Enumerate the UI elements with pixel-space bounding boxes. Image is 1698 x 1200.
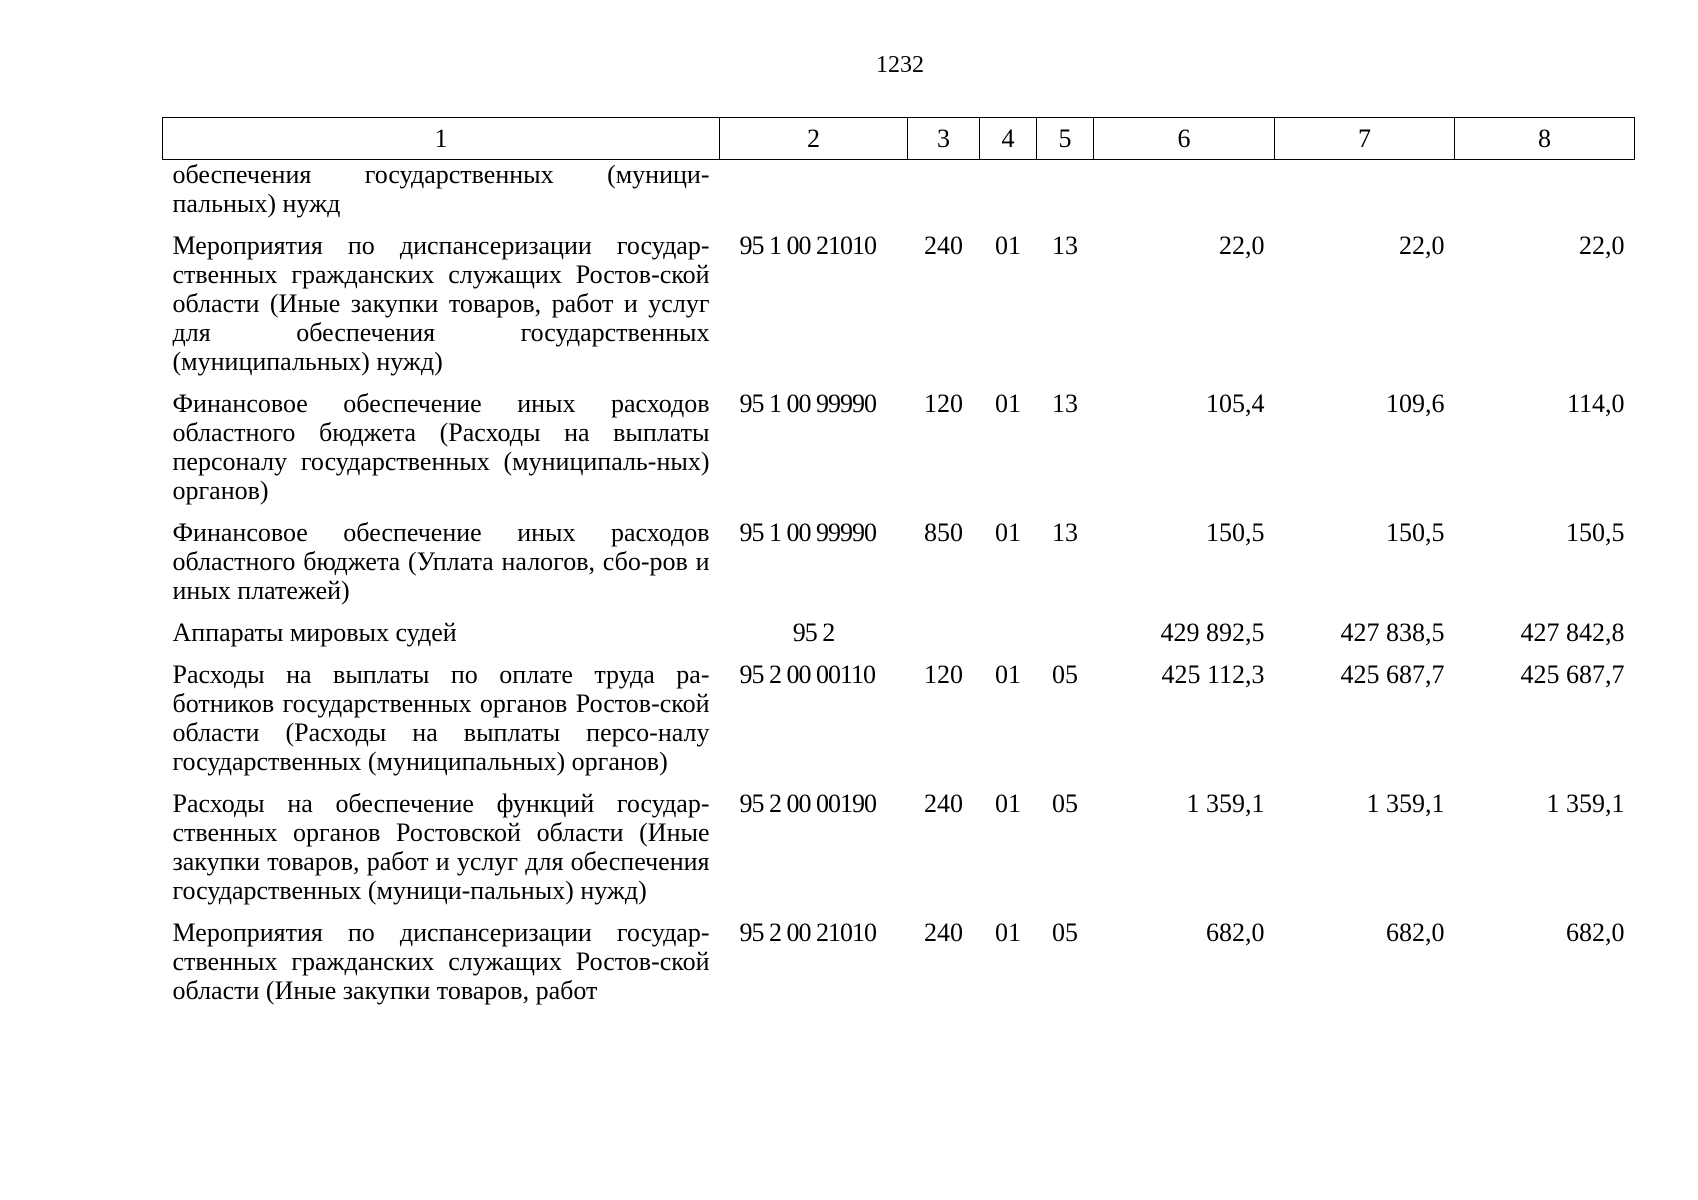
column-header-year-2: 7 (1275, 118, 1455, 160)
row-section: 01 (995, 660, 1021, 689)
row-code: 95 2 00 00110 (739, 660, 876, 689)
row-year-1-value: 105,4 (1206, 389, 1265, 418)
row-description: Расходы на выплаты по оплате труда ра-ботников государственных органов Ростов-ской области (Расходы на выплаты персо-налу государственных (муниципальных) органов) (172, 660, 710, 776)
row-year-2-value: 109,6 (1386, 389, 1445, 418)
row-year-3-value: 425 687,7 (1520, 660, 1625, 689)
row-year-3-value: 114,0 (1566, 389, 1625, 418)
row-description: обеспечения государственных (муници-пальных) нужд (172, 160, 710, 218)
table-row (163, 618, 1635, 660)
header-row (163, 118, 1635, 160)
row-code: 95 1 00 21010 (739, 231, 876, 260)
row-description: Мероприятия по диспансеризации государ-ственных гражданских служащих Ростов-ской области (Иные закупки товаров, работ (172, 918, 710, 1005)
row-description: Финансовое обеспечение иных расходов областного бюджета (Расходы на выплаты персоналу государственных (муниципаль-ных) органов) (172, 389, 710, 505)
row-year-2-value (1275, 160, 1455, 232)
column-header-section: 4 (980, 118, 1037, 160)
row-expense-type: 120 (924, 660, 963, 689)
row-subsection: 05 (1052, 918, 1078, 947)
row-year-1-value: 22,0 (1219, 231, 1265, 260)
row-section (980, 160, 1037, 232)
table-row (163, 231, 1635, 389)
row-subsection: 05 (1052, 660, 1078, 689)
row-year-1-value: 1 359,1 (1186, 789, 1265, 818)
row-description: Финансовое обеспечение иных расходов областного бюджета (Уплата налогов, сбо-ров и иных платежей) (172, 518, 710, 605)
column-header-year-3: 8 (1455, 118, 1635, 160)
row-code (720, 160, 908, 232)
row-year-2-value: 425 687,7 (1340, 660, 1445, 689)
row-section: 01 (995, 518, 1021, 547)
row-year-1-value: 425 112,3 (1161, 660, 1265, 689)
row-subsection: 13 (1052, 518, 1078, 547)
row-year-3-value: 150,5 (1566, 518, 1625, 547)
row-code: 95 2 00 00190 (739, 789, 876, 818)
column-header-description: 1 (163, 118, 720, 160)
row-subsection (1037, 618, 1094, 660)
row-year-3-value: 427 842,8 (1520, 618, 1625, 647)
column-header-code: 2 (720, 118, 908, 160)
table-row (163, 789, 1635, 918)
row-expense-type (908, 160, 980, 232)
row-description: Мероприятия по диспансеризации государ-ственных гражданских служащих Ростов-ской области (Иные закупки товаров, работ и услуг для обеспечения государственных (муниципальных) нужд) (172, 231, 710, 376)
row-year-3-value (1455, 160, 1635, 232)
row-year-2-value: 150,5 (1386, 518, 1445, 547)
row-year-2-value: 22,0 (1399, 231, 1445, 260)
row-year-1-value: 682,0 (1206, 918, 1265, 947)
row-code: 95 1 00 99990 (739, 518, 876, 547)
row-year-2-value: 682,0 (1386, 918, 1445, 947)
row-section: 01 (995, 918, 1021, 947)
column-header-expense-type: 3 (908, 118, 980, 160)
row-code: 95 2 00 21010 (739, 918, 876, 947)
row-year-3-value: 1 359,1 (1546, 789, 1625, 818)
row-year-2-value: 1 359,1 (1366, 789, 1445, 818)
row-expense-type: 850 (924, 518, 963, 547)
row-section: 01 (995, 789, 1021, 818)
row-section (980, 618, 1037, 660)
row-section: 01 (995, 389, 1021, 418)
table-row (163, 160, 1635, 232)
table-row (163, 389, 1635, 518)
row-year-3-value: 682,0 (1566, 918, 1625, 947)
row-code: 95 2 (792, 618, 835, 647)
row-expense-type: 240 (924, 231, 963, 260)
column-header-subsection: 5 (1037, 118, 1094, 160)
row-section: 01 (995, 231, 1021, 260)
row-year-1-value: 429 892,5 (1160, 618, 1265, 647)
page-number: 1232 (876, 52, 924, 78)
row-year-1-value: 150,5 (1206, 518, 1265, 547)
row-description: Расходы на обеспечение функций государ-ственных органов Ростовской области (Иные закупки товаров, работ и услуг для обеспечения государственных (муници-пальных) нужд) (172, 789, 710, 905)
table-row (163, 518, 1635, 618)
table-row (163, 660, 1635, 789)
row-expense-type: 240 (924, 918, 963, 947)
row-description: Аппараты мировых судей (172, 618, 457, 647)
row-subsection: 13 (1052, 389, 1078, 418)
row-year-2-value: 427 838,5 (1340, 618, 1445, 647)
row-year-1-value (1094, 160, 1275, 232)
row-subsection: 05 (1052, 789, 1078, 818)
table-row (163, 918, 1635, 1005)
row-expense-type: 240 (924, 789, 963, 818)
row-year-3-value: 22,0 (1579, 231, 1625, 260)
budget-table (162, 117, 1635, 1005)
row-subsection: 13 (1052, 231, 1078, 260)
row-expense-type: 120 (924, 389, 963, 418)
row-code: 95 1 00 99990 (739, 389, 876, 418)
column-header-year-1: 6 (1094, 118, 1275, 160)
row-expense-type (908, 618, 980, 660)
row-subsection (1037, 160, 1094, 232)
